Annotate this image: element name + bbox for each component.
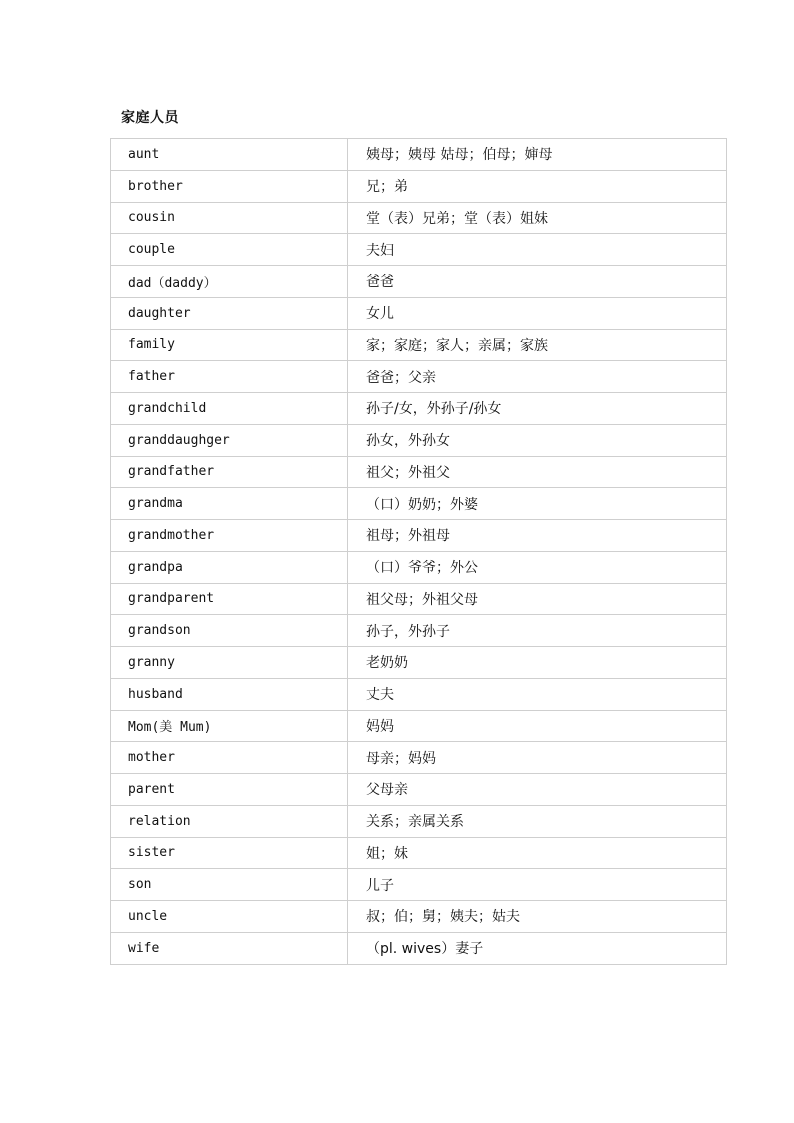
meaning-cell: 姨母；姨母 姑母；伯母；婶母 xyxy=(348,139,727,171)
meaning-cell: 丈夫 xyxy=(348,678,727,710)
word-cell: family xyxy=(111,329,348,361)
meaning-cell: 兄；弟 xyxy=(348,170,727,202)
table-row xyxy=(111,424,727,456)
page-title: 家庭人员 xyxy=(121,110,179,126)
meaning-cell: 女儿 xyxy=(348,297,727,329)
meaning-cell: 父母亲 xyxy=(348,774,727,806)
meaning-cell: 祖母；外祖母 xyxy=(348,520,727,552)
table-row xyxy=(111,583,727,615)
vocabulary-table xyxy=(110,138,727,965)
meaning-cell: 老奶奶 xyxy=(348,647,727,679)
meaning-cell: 孙女，外孙女 xyxy=(348,424,727,456)
meaning-cell: 祖父母；外祖父母 xyxy=(348,583,727,615)
word-cell: grandmother xyxy=(111,520,348,552)
word-cell: parent xyxy=(111,774,348,806)
meaning-cell: 妈妈 xyxy=(348,710,727,742)
meaning-cell: 爸爸 xyxy=(348,266,727,298)
meaning-cell: 儿子 xyxy=(348,869,727,901)
word-cell: father xyxy=(111,361,348,393)
word-cell: Mom(美 Mum) xyxy=(111,710,348,742)
word-cell: brother xyxy=(111,170,348,202)
table-row xyxy=(111,488,727,520)
word-cell: dad（daddy） xyxy=(111,266,348,298)
table-row xyxy=(111,615,727,647)
table-row xyxy=(111,202,727,234)
meaning-cell: 孙子/女，外孙子/孙女 xyxy=(348,393,727,425)
word-cell: son xyxy=(111,869,348,901)
word-cell: relation xyxy=(111,805,348,837)
table-row xyxy=(111,170,727,202)
word-cell: couple xyxy=(111,234,348,266)
vocabulary-table-body xyxy=(111,139,727,965)
word-cell: grandchild xyxy=(111,393,348,425)
table-row xyxy=(111,139,727,171)
table-row xyxy=(111,932,727,964)
word-cell: daughter xyxy=(111,297,348,329)
table-row xyxy=(111,742,727,774)
meaning-cell: 夫妇 xyxy=(348,234,727,266)
meaning-cell: 堂（表）兄弟；堂（表）姐妹 xyxy=(348,202,727,234)
table-row xyxy=(111,456,727,488)
table-row xyxy=(111,774,727,806)
word-cell: grandparent xyxy=(111,583,348,615)
meaning-cell: 家；家庭；家人；亲属；家族 xyxy=(348,329,727,361)
word-cell: mother xyxy=(111,742,348,774)
word-cell: wife xyxy=(111,932,348,964)
meaning-cell: 爸爸；父亲 xyxy=(348,361,727,393)
table-row xyxy=(111,805,727,837)
meaning-cell: 孙子，外孙子 xyxy=(348,615,727,647)
table-row xyxy=(111,837,727,869)
word-cell: sister xyxy=(111,837,348,869)
meaning-cell: 叔；伯；舅；姨夫；姑夫 xyxy=(348,901,727,933)
table-row xyxy=(111,869,727,901)
meaning-cell: （pl. wives）妻子 xyxy=(348,932,727,964)
table-row xyxy=(111,710,727,742)
table-row xyxy=(111,361,727,393)
table-row xyxy=(111,678,727,710)
word-cell: husband xyxy=(111,678,348,710)
table-row xyxy=(111,520,727,552)
word-cell: aunt xyxy=(111,139,348,171)
word-cell: cousin xyxy=(111,202,348,234)
meaning-cell: 关系；亲属关系 xyxy=(348,805,727,837)
table-row xyxy=(111,393,727,425)
table-row xyxy=(111,297,727,329)
word-cell: grandfather xyxy=(111,456,348,488)
word-cell: granny xyxy=(111,647,348,679)
table-row xyxy=(111,329,727,361)
meaning-cell: 祖父；外祖父 xyxy=(348,456,727,488)
table-row xyxy=(111,901,727,933)
meaning-cell: 姐；妹 xyxy=(348,837,727,869)
word-cell: grandma xyxy=(111,488,348,520)
word-cell: uncle xyxy=(111,901,348,933)
word-cell: grandpa xyxy=(111,551,348,583)
word-cell: grandson xyxy=(111,615,348,647)
table-row xyxy=(111,266,727,298)
meaning-cell: （口）爷爷；外公 xyxy=(348,551,727,583)
table-row xyxy=(111,234,727,266)
meaning-cell: （口）奶奶；外婆 xyxy=(348,488,727,520)
table-row xyxy=(111,551,727,583)
word-cell: granddaughger xyxy=(111,424,348,456)
meaning-cell: 母亲；妈妈 xyxy=(348,742,727,774)
table-row xyxy=(111,647,727,679)
